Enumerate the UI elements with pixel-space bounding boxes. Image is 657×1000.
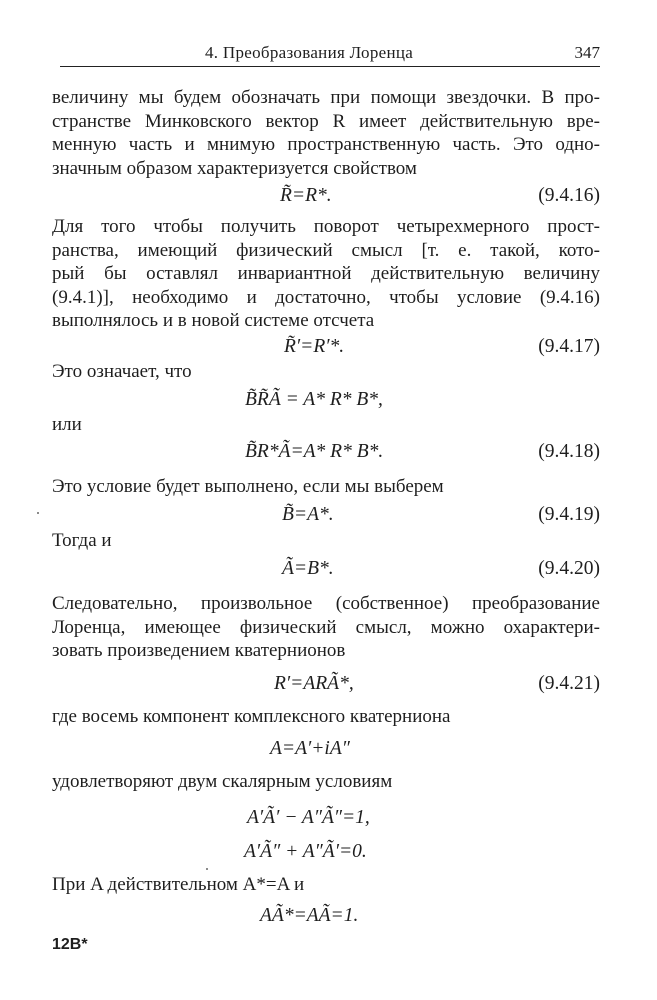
- printer-signature: 12В*: [52, 936, 88, 953]
- equation-scalar-1: [52, 807, 600, 833]
- text-line: Для того чтобы получить поворот четырехмерного прост-: [52, 216, 600, 237]
- text-line: зовать произведением кватернионов: [52, 640, 346, 661]
- equation-9-4-16: [52, 185, 600, 211]
- equation-9-4-18: [52, 441, 600, 467]
- text-line: Следовательно, произвольное (собственное) преобразование: [52, 593, 600, 614]
- print-speck: [37, 512, 39, 514]
- text-line: Лоренца, имеющее физический смысл, можно охарактери-: [52, 616, 600, 638]
- text-components: где восемь компонент комплексного кватерниона: [52, 706, 451, 727]
- text-real: При A действительном A*=A и: [52, 874, 305, 895]
- equation-number: (9.4.16): [538, 185, 600, 206]
- equation-number: (9.4.21): [538, 673, 600, 694]
- running-header: [60, 40, 600, 67]
- equation-unnumbered-1: [52, 389, 600, 415]
- equation-formula: R′=ARÃ*,: [274, 673, 354, 694]
- text-then: Тогда и: [52, 530, 112, 551]
- equation-9-4-20: [52, 558, 600, 584]
- equation-scalar-2: [52, 841, 600, 867]
- equation-formula: R̃′=R′*.: [284, 336, 345, 357]
- equation-formula: B̃=A*.: [282, 504, 334, 525]
- equation-number: (9.4.17): [538, 336, 600, 357]
- chapter-title: 4. Преобразования Лоренца: [205, 43, 414, 62]
- print-speck: [206, 868, 208, 870]
- equation-formula: Ã=B*.: [282, 558, 334, 579]
- equation-number: (9.4.19): [538, 504, 600, 525]
- page-number: 347: [574, 43, 600, 62]
- text-satisfy: удовлетворяют двум скалярным условиям: [52, 771, 393, 792]
- equation-formula: R̃=R*.: [280, 185, 332, 206]
- text-line: ранства, имеющий физический смысл [т. е. такой, кото-: [52, 239, 600, 261]
- text-line: странстве Минковского вектор R имеет действительную вре-: [52, 110, 600, 132]
- text-line: (9.4.1)], необходимо и достаточно, чтобы условие (9.4.16): [52, 286, 600, 308]
- paragraph-2: [52, 215, 600, 333]
- paragraph-1: [52, 86, 600, 180]
- equation-real: [52, 905, 600, 931]
- paragraph-3: [52, 592, 600, 663]
- text-line: величину мы будем обозначать при помощи звездочки. В про-: [52, 87, 600, 108]
- equation-formula: A′Ã′ − A″Ã″=1,: [247, 807, 370, 828]
- equation-number: (9.4.18): [538, 441, 600, 462]
- text-line: рый бы оставлял инвариантной действительную величину: [52, 263, 600, 284]
- equation-formula: B̃R̃Ã = A* R* B*,: [245, 389, 383, 410]
- equation-formula: A=A′+iA″: [270, 738, 350, 759]
- text-condition: Это условие будет выполнено, если мы выберем: [52, 476, 444, 497]
- text-or: или: [52, 414, 82, 435]
- equation-formula: A′Ã″ + A″Ã′=0.: [244, 841, 367, 862]
- equation-formula: AÃ*=AÃ=1.: [260, 905, 359, 926]
- text-line: выполнялось и в новой системе отсчета: [52, 310, 375, 331]
- equation-9-4-19: [52, 504, 600, 530]
- equation-A: [52, 738, 600, 764]
- equation-number: (9.4.20): [538, 558, 600, 579]
- text-line: менную часть и мнимую пространственную часть. Это одно-: [52, 134, 600, 155]
- text-means: Это означает, что: [52, 361, 192, 382]
- equation-9-4-21: [52, 673, 600, 699]
- equation-9-4-17: [52, 336, 600, 362]
- text-line: значным образом характеризуется свойством: [52, 157, 417, 179]
- equation-formula: B̃R*Ã=A* R* B*.: [245, 441, 384, 462]
